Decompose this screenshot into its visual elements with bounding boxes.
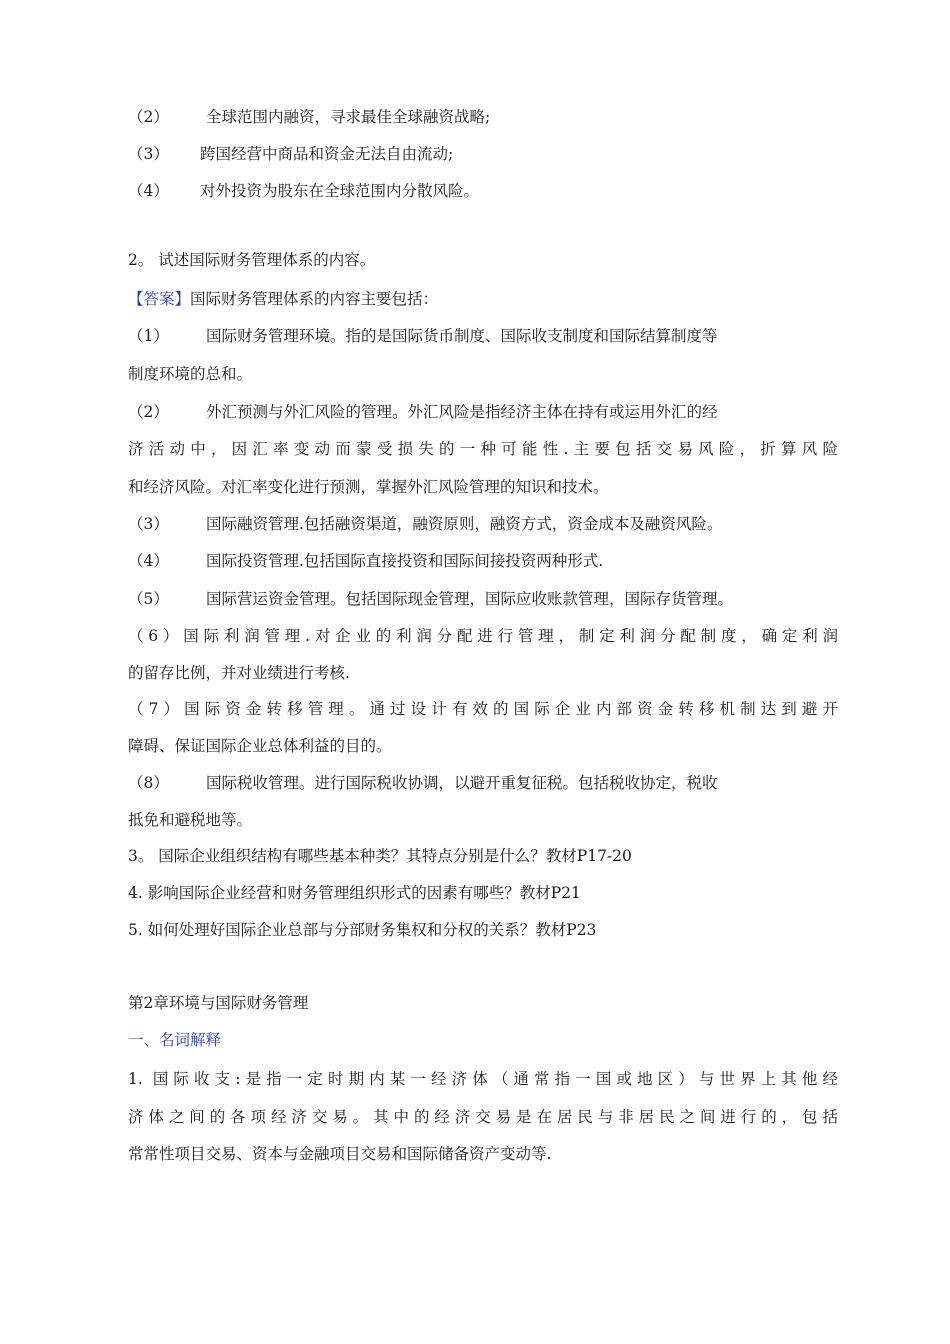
list-item <box>128 107 838 127</box>
item-number: （1） <box>128 327 169 345</box>
item-text: 国际财务管理环境。指的是国际货币制度、国际收支制度和国际结算制度等 <box>206 327 718 345</box>
list-item <box>128 589 838 609</box>
item-text: 外汇预测与外汇风险的管理。外汇风险是指经济主体在持有或运用外汇的经 <box>206 403 718 421</box>
item-text: 对外投资为股东在全球范围内分散风险。 <box>200 182 480 200</box>
paragraph-line: 济体之间的各项经济交易。其中的经济交易是在居民与非居民之间进行的，包括 <box>128 1108 838 1126</box>
list-item <box>128 773 838 793</box>
list-item <box>128 514 838 534</box>
item-number: （3） <box>128 515 169 533</box>
item-number: （4） <box>128 552 169 570</box>
item-text: 跨国经营中商品和资金无法自由流动; <box>200 145 454 163</box>
paragraph-line: 制度环境的总和。 <box>128 365 253 383</box>
item-text: 国际营运资金管理。包括国际现金管理，国际应收账款管理，国际存货管理。 <box>206 590 734 608</box>
answer-tag: 【答案】 <box>128 290 191 308</box>
item-number: （4） <box>128 182 169 200</box>
paragraph-line: 和经济风险。对汇率变化进行预测，掌握外汇风险管理的知识和技术。 <box>128 478 609 496</box>
paragraph-line: 1. 国际收支:是指一定时期内某一经济体（通常指一国或地区）与世界上其他经 <box>128 1070 838 1088</box>
item-number: （8） <box>128 774 169 792</box>
item-number: （2） <box>128 403 169 421</box>
item-number: （3） <box>128 145 169 163</box>
question-line: 5. 如何处理好国际企业总部与分部财务集权和分权的关系？教材P23 <box>128 921 597 939</box>
paragraph-line: 济活动中，因汇率变动而蒙受损失的一种可能性.主要包括交易风险，折算风险 <box>128 440 838 458</box>
item-text: 国际税收管理。进行国际税收协调，以避开重复征税。包括税收协定，税收 <box>206 774 718 792</box>
paragraph-line: 抵免和避税地等。 <box>128 811 253 829</box>
paragraph-line: 常常性项目交易、资本与金融项目交易和国际储备资产变动等. <box>128 1145 552 1163</box>
chapter-title: 第2章环境与国际财务管理 <box>128 994 309 1012</box>
paragraph-line: 障碍、保证国际企业总体利益的目的。 <box>128 737 392 755</box>
item-text: 国际融资管理.包括融资渠道，融资原则，融资方式，资金成本及融资风险。 <box>206 515 723 533</box>
answer-text: 国际财务管理体系的内容主要包括： <box>190 290 439 308</box>
list-item <box>128 181 838 201</box>
list-item <box>128 402 838 422</box>
question-heading: 2。 试述国际财务管理体系的内容。 <box>128 251 376 269</box>
answer-line <box>128 289 838 309</box>
list-item <box>128 326 838 346</box>
paragraph-line: （6）国际利润管理.对企业的利润分配进行管理，制定利润分配制度，确定利润 <box>128 627 838 645</box>
question-line: 4. 影响国际企业经营和财务管理组织形式的因素有哪些？教材P21 <box>128 884 581 902</box>
item-number: （5） <box>128 590 169 608</box>
paragraph-line: 的留存比例，并对业绩进行考核. <box>128 664 350 682</box>
item-text: 国际投资管理.包括国际直接投资和国际间接投资两种形式. <box>206 552 604 570</box>
section-heading: 一、名词解释 <box>128 1031 222 1049</box>
list-item <box>128 144 838 164</box>
list-item <box>128 551 838 571</box>
item-number: （2） <box>128 108 169 126</box>
item-text: 全球范围内融资，寻求最佳全球融资战略; <box>206 108 491 126</box>
paragraph-line: （7）国际资金转移管理。通过设计有效的国际企业内部资金转移机制达到避开 <box>128 700 838 718</box>
question-line: 3。 国际企业组织结构有哪些基本种类？其特点分别是什么？教材P17-20 <box>128 847 632 865</box>
